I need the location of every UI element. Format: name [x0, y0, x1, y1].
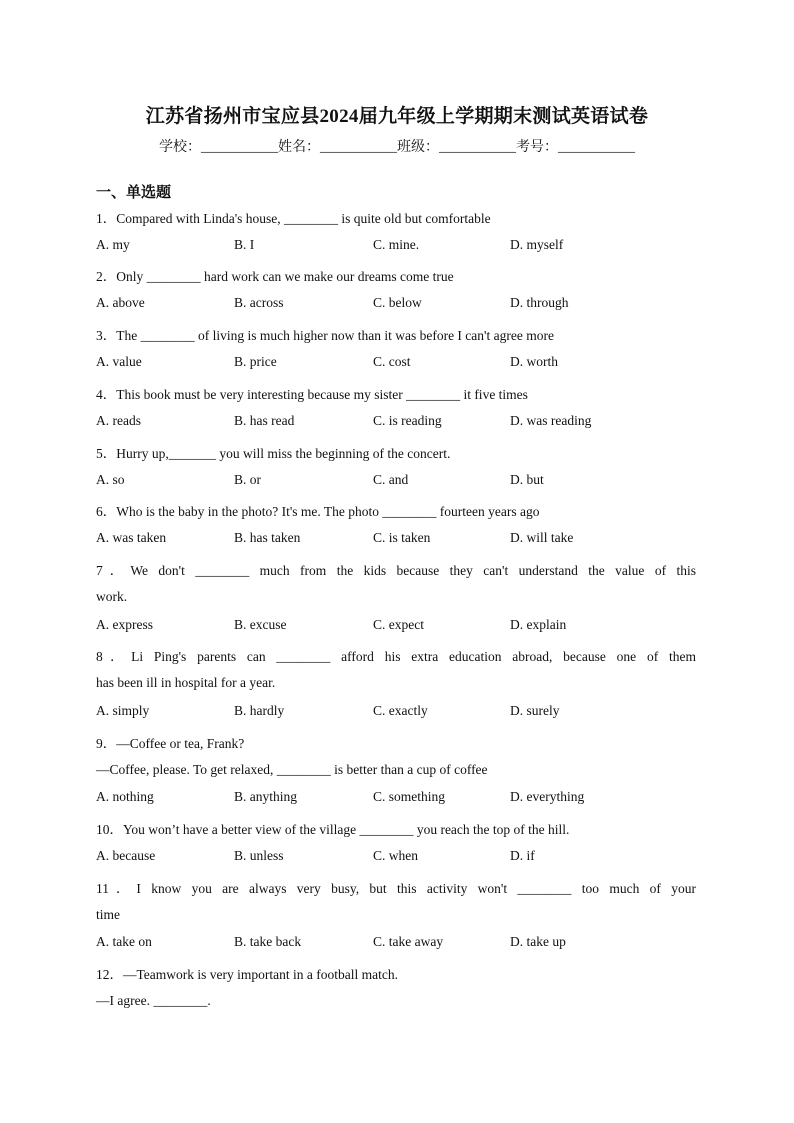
option-d: D. worth — [510, 354, 558, 369]
question-8-line-1: 8．Li Ping's parents can ________ afford his extra education abroad, because one of them — [96, 649, 696, 664]
option-a: A. above — [96, 295, 145, 310]
question-6-line-1: 6．Who is the baby in the photo? It's me. The photo ________ fourteen years ago — [96, 504, 540, 519]
question-12-line-1: 12．—Teamwork is very important in a football match. — [96, 967, 398, 982]
option-d: D. myself — [510, 237, 564, 252]
option-b: B. unless — [234, 848, 284, 863]
question-10-line-1: 10．You won’t have a better view of the village ________ you reach the top of the hill. — [96, 822, 570, 837]
option-c: C. mine. — [373, 237, 420, 252]
question-11-line-2: time — [96, 907, 120, 922]
option-a: A. my — [96, 237, 130, 252]
option-c: C. something — [373, 789, 446, 804]
option-c: C. and — [373, 472, 409, 487]
question-9-line-1: 9．—Coffee or tea, Frank? — [96, 736, 245, 751]
option-c: C. expect — [373, 617, 424, 632]
option-a: A. express — [96, 617, 153, 632]
question-2-line-1: 2．Only ________ hard work can we make our dreams come true — [96, 269, 454, 284]
option-b: B. has read — [234, 413, 295, 428]
question-3-line-1: 3．The ________ of living is much higher now than it was before I can't agree more — [96, 328, 554, 343]
option-c: C. take away — [373, 934, 444, 949]
option-a: A. nothing — [96, 789, 154, 804]
question-7-line-2: work. — [96, 589, 128, 604]
option-b: B. across — [234, 295, 284, 310]
option-a: A. because — [96, 848, 156, 863]
option-d: D. through — [510, 295, 569, 310]
student-info-line: 学校：___________姓名：___________班级：___________考号：___________ — [159, 140, 635, 155]
option-c: C. cost — [373, 354, 411, 369]
question-12-line-2: —I agree. ________. — [96, 993, 211, 1008]
option-a: A. so — [96, 472, 125, 487]
option-d: D. will take — [510, 530, 574, 545]
option-d: D. explain — [510, 617, 567, 632]
question-1-line-1: 1．Compared with Linda's house, ________ is quite old but comfortable — [96, 211, 491, 226]
option-b: B. take back — [234, 934, 302, 949]
option-c: C. is taken — [373, 530, 431, 545]
question-5-line-1: 5．Hurry up,_______ you will miss the beginning of the concert. — [96, 446, 451, 461]
question-9-line-2: —Coffee, please. To get relaxed, ________ is better than a cup of coffee — [96, 762, 488, 777]
question-8-line-2: has been ill in hospital for a year. — [96, 675, 276, 690]
exam-title: 江苏省扬州市宝应县2024届九年级上学期期末测试英语试卷 — [145, 106, 649, 127]
option-b: B. price — [234, 354, 277, 369]
section-title: 一、单选题 — [96, 185, 172, 201]
option-c: C. exactly — [373, 703, 428, 718]
option-d: D. but — [510, 472, 544, 487]
option-b: B. excuse — [234, 617, 287, 632]
question-4-line-1: 4．This book must be very interesting because my sister ________ it five times — [96, 387, 528, 402]
question-11-line-1: 11．I know you are always very busy, but this activity won't ________ too much of your — [96, 881, 696, 896]
option-c: C. when — [373, 848, 418, 863]
option-a: A. reads — [96, 413, 141, 428]
option-d: D. everything — [510, 789, 585, 804]
option-b: B. anything — [234, 789, 297, 804]
option-b: B. hardly — [234, 703, 285, 718]
option-d: D. was reading — [510, 413, 592, 428]
option-d: D. surely — [510, 703, 560, 718]
option-a: A. value — [96, 354, 142, 369]
option-a: A. was taken — [96, 530, 167, 545]
question-7-line-1: 7．We don't ________ much from the kids because they can't understand the value of this — [96, 563, 696, 578]
option-b: B. I — [234, 237, 255, 252]
option-d: D. if — [510, 848, 535, 863]
option-a: A. simply — [96, 703, 150, 718]
option-a: A. take on — [96, 934, 152, 949]
option-c: C. below — [373, 295, 422, 310]
option-b: B. or — [234, 472, 261, 487]
option-d: D. take up — [510, 934, 566, 949]
option-c: C. is reading — [373, 413, 442, 428]
option-b: B. has taken — [234, 530, 301, 545]
